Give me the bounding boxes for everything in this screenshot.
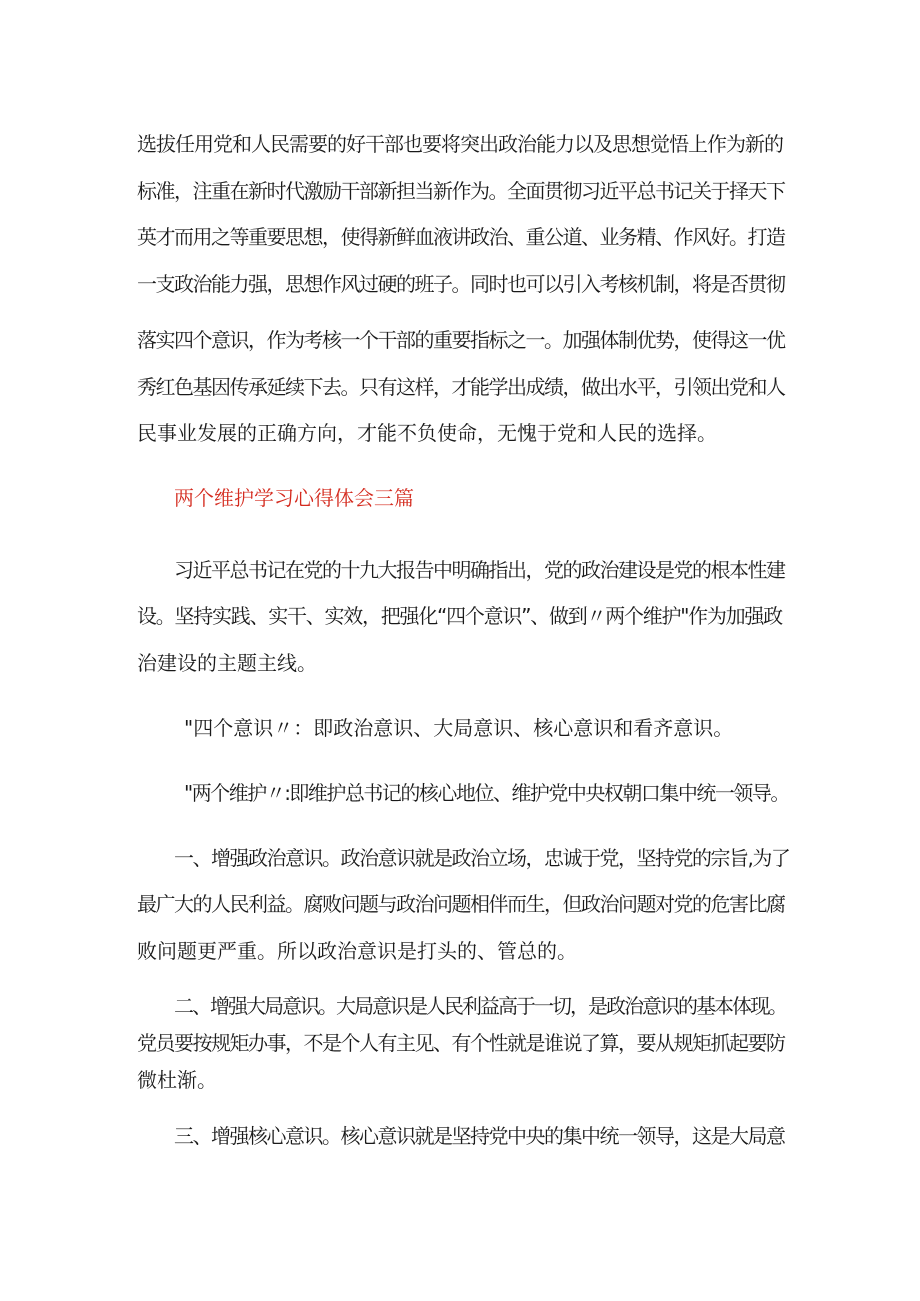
paragraph-line: 习近平总书记在党的十九大报告中明确指出，党的政治建设是党的根本性建	[174, 558, 785, 582]
paragraph-line: 一、增强政治意识。政治意识就是政治立场，忠诚于党，坚持党的宗旨,为了	[174, 846, 790, 870]
paragraph-line: 选拔任用党和人民需要的好干部也要将突出政治能力以及思想觉悟上作为新的	[137, 132, 783, 156]
paragraph-line: 秀红色基因传承延续下去。只有这样，才能学出成绩，做出水平，引领出党和人	[137, 375, 785, 399]
paragraph-4: "两个维护〃:即维护总书记的核心地位、维护党中央权朝口集中统一领导。	[184, 781, 789, 805]
paragraph-line: 微杜渐。	[137, 1068, 217, 1092]
paragraph-line: 英才而用之等重要思想，使得新鲜血液讲政治、重公道、业务精、作风好。打造	[137, 225, 785, 249]
paragraph-line: 二、增强大局意识。大局意识是人民利益高于一切，是政治意识的基本体现。	[174, 994, 786, 1018]
section-heading: 两个维护学习心得体会三篇	[174, 486, 414, 510]
paragraph-line: 标准，注重在新时代激励干部新担当新作为。全面贯彻习近平总书记关于择天下	[137, 179, 785, 203]
paragraph-line: 民事业发展的正确方向，才能不负使命，无愧于党和人民的选择。	[137, 421, 717, 445]
paragraph-line: 败问题更严重。所以政治意识是打头的、管总的。	[137, 939, 577, 963]
paragraph-line: 治建设的主题主线。	[137, 651, 317, 675]
paragraph-line: 最广大的人民利益。腐败问题与政治问题相伴而生，但政治问题对党的危害比腐	[137, 892, 785, 916]
paragraph-line: 党员要按规矩办事，不是个人有主见、有个性就是谁说了算，要从规矩抓起要防	[137, 1031, 785, 1055]
paragraph-3: "四个意识〃：即政治意识、大局意识、核心意识和看齐意识。	[184, 716, 734, 740]
paragraph-line: 落实四个意识，作为考核一个干部的重要指标之一。加强体制优势，使得这一优	[137, 328, 785, 352]
paragraph-line: 一支政治能力强，思想作风过硬的班子。同时也可以引入考核机制，将是否贯彻	[137, 272, 785, 296]
paragraph-7: 三、增强核心意识。核心意识就是坚持党中央的集中统一领导，这是大局意	[174, 1124, 785, 1148]
paragraph-line: 设。坚持实践、实干、实效，把强化“四个意识”、做到〃两个维护"作为加强政	[137, 604, 782, 628]
